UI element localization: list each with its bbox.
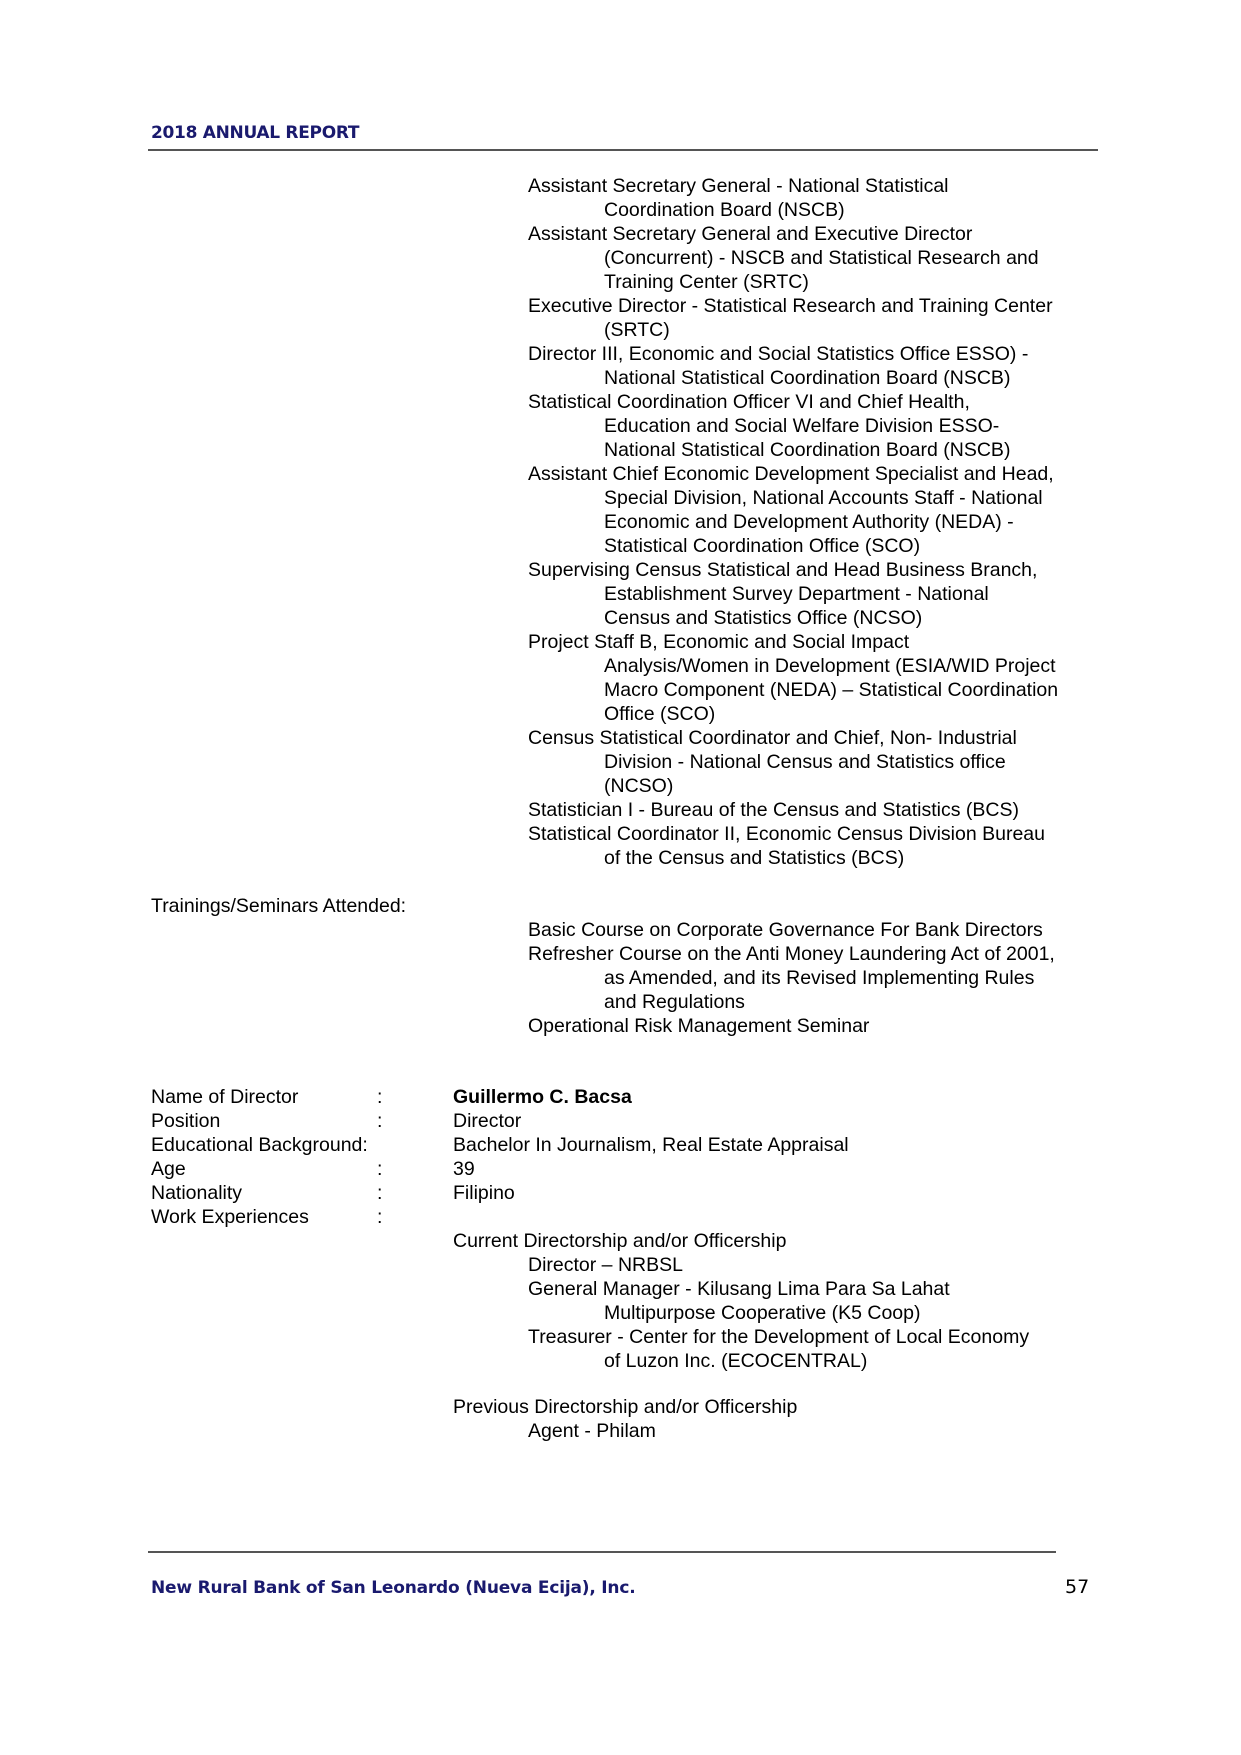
- page-number: 57: [1065, 1576, 1090, 1598]
- experience-line: National Statistical Coordination Board (NSCB): [604, 439, 1011, 461]
- current-directorship-heading: Current Directorship and/or Officership: [453, 1230, 787, 1252]
- experience-line: Census Statistical Coordinator and Chief, Non- Industrial: [528, 727, 1017, 749]
- training-line: and Regulations: [604, 991, 745, 1013]
- experience-line: Statistical Coordination Office (SCO): [604, 535, 921, 557]
- experience-line: Census and Statistics Office (NCSO): [604, 607, 923, 629]
- current-position-line: Multipurpose Cooperative (K5 Coop): [604, 1302, 921, 1324]
- experience-line: (NCSO): [604, 775, 674, 797]
- field-colon: :: [377, 1110, 383, 1132]
- previous-directorship-heading: Previous Directorship and/or Officership: [453, 1396, 798, 1418]
- field-colon: :: [377, 1158, 383, 1180]
- experience-line: of the Census and Statistics (BCS): [604, 847, 905, 869]
- report-header-title: 2018 ANNUAL REPORT: [151, 123, 360, 143]
- field-label-position: Position: [151, 1110, 221, 1132]
- director-name: Guillermo C. Bacsa: [453, 1086, 632, 1108]
- experience-line: National Statistical Coordination Board (NSCB): [604, 367, 1011, 389]
- experience-line: Office (SCO): [604, 703, 716, 725]
- experience-line: Assistant Secretary General and Executive Director: [528, 223, 973, 245]
- field-colon: :: [377, 1086, 383, 1108]
- director-position: Director: [453, 1110, 522, 1132]
- experience-line: (SRTC): [604, 319, 670, 341]
- experience-line: Economic and Development Authority (NEDA) -: [604, 511, 1014, 533]
- experience-line: Analysis/Women in Development (ESIA/WID Project: [604, 655, 1056, 677]
- current-position-line: of Luzon Inc. (ECOCENTRAL): [604, 1350, 868, 1372]
- field-label-name: Name of Director: [151, 1086, 299, 1108]
- previous-position-line: Agent - Philam: [528, 1420, 656, 1442]
- experience-line: Macro Component (NEDA) – Statistical Coordination: [604, 679, 1059, 701]
- current-position-line: Director – NRBSL: [528, 1254, 683, 1276]
- experience-line: Supervising Census Statistical and Head Business Branch,: [528, 559, 1038, 581]
- trainings-label: Trainings/Seminars Attended:: [151, 895, 407, 917]
- training-line: Operational Risk Management Seminar: [528, 1015, 870, 1037]
- field-label-education: Educational Background:: [151, 1134, 368, 1156]
- experience-line: Executive Director - Statistical Research and Training Center: [528, 295, 1053, 317]
- experience-line: Director III, Economic and Social Statistics Office ESSO) -: [528, 343, 1029, 365]
- director-nationality: Filipino: [453, 1182, 515, 1204]
- experience-line: Training Center (SRTC): [604, 271, 809, 293]
- experience-line: Statistician I - Bureau of the Census and Statistics (BCS): [528, 799, 1019, 821]
- field-colon: :: [377, 1206, 383, 1228]
- footer-company-name: New Rural Bank of San Leonardo (Nueva Ecija), Inc.: [151, 1578, 636, 1598]
- footer-divider: [148, 1551, 1056, 1553]
- director-education: Bachelor In Journalism, Real Estate Appraisal: [453, 1134, 849, 1156]
- experience-line: Special Division, National Accounts Staff - National: [604, 487, 1043, 509]
- experience-line: Division - National Census and Statistics office: [604, 751, 1006, 773]
- header-divider: [148, 149, 1098, 151]
- experience-line: Assistant Secretary General - National Statistical: [528, 175, 949, 197]
- experience-line: Education and Social Welfare Division ESSO-: [604, 415, 1000, 437]
- experience-line: Coordination Board (NSCB): [604, 199, 845, 221]
- experience-line: Statistical Coordination Officer VI and Chief Health,: [528, 391, 970, 413]
- training-line: Refresher Course on the Anti Money Laundering Act of 2001,: [528, 943, 1055, 965]
- experience-line: (Concurrent) - NSCB and Statistical Research and: [604, 247, 1039, 269]
- field-label-nationality: Nationality: [151, 1182, 243, 1204]
- experience-line: Project Staff B, Economic and Social Impact: [528, 631, 910, 653]
- training-line: Basic Course on Corporate Governance For Bank Directors: [528, 919, 1043, 941]
- field-label-work: Work Experiences: [151, 1206, 309, 1228]
- training-line: as Amended, and its Revised Implementing Rules: [604, 967, 1035, 989]
- experience-line: Establishment Survey Department - National: [604, 583, 989, 605]
- experience-line: Statistical Coordinator II, Economic Census Division Bureau: [528, 823, 1045, 845]
- experience-line: Assistant Chief Economic Development Specialist and Head,: [528, 463, 1054, 485]
- director-age: 39: [453, 1158, 475, 1180]
- field-colon: :: [377, 1182, 383, 1204]
- current-position-line: General Manager - Kilusang Lima Para Sa Lahat: [528, 1278, 950, 1300]
- field-label-age: Age: [151, 1158, 186, 1180]
- current-position-line: Treasurer - Center for the Development of Local Economy: [528, 1326, 1030, 1348]
